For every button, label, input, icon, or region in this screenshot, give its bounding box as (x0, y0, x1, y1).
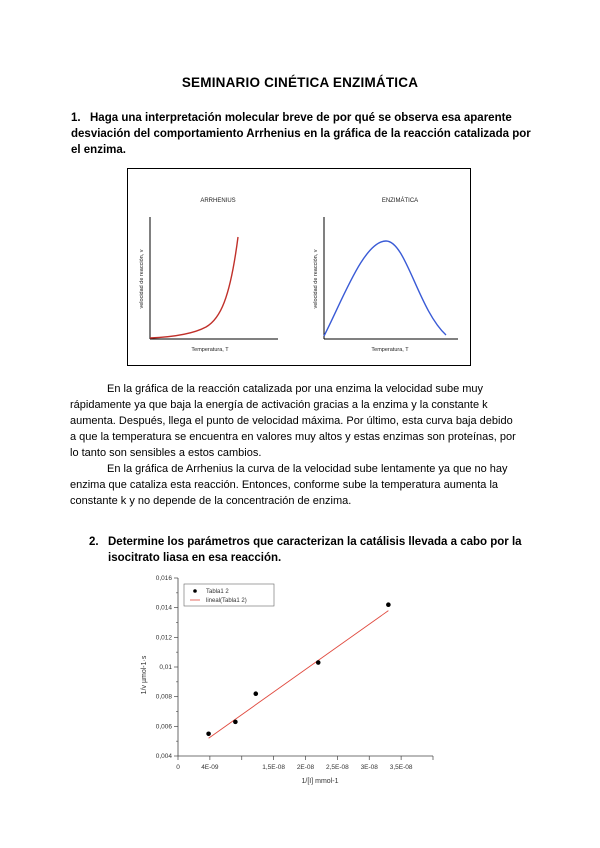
y-tick-label: 0,006 (155, 723, 172, 731)
x-tick-label: 1,5E-08 (262, 764, 286, 771)
lineweaver-burk-chart (128, 570, 468, 795)
question-2-number: 2. (89, 536, 99, 548)
enzymatic-ylabel: velocidad de reacción, v (313, 249, 319, 309)
chart-legend (184, 584, 274, 606)
question-2 (89, 534, 538, 566)
answer-line: lo tanto son sensibles a estos cambios. (70, 447, 262, 459)
enzymatic-title: ENZIMÁTICA (381, 198, 419, 204)
arrhenius-ylabel: velocidad de reacción, v (139, 249, 145, 309)
question-1-cont (71, 126, 541, 158)
question-2-line: Determine los parámetros que caracterizan la catálisis llevada a cabo por la (108, 536, 522, 548)
chart-marks (206, 602, 390, 738)
answer-line: constante k y no depende de la concentración de enzima. (70, 495, 352, 507)
x-tick-label: 3,5E-08 (389, 764, 413, 771)
x-tick-label: 0 (176, 764, 180, 771)
legend-point-marker (193, 589, 197, 593)
figure-arrhenius-vs-enzymatic (127, 168, 471, 366)
question-1-line: desviación del comportamiento Arrhenius en la gráfica de la reacción catalizada por (71, 128, 531, 140)
answer-line: a que la temperatura se encuentra en valores muy altos y estas enzimas son proteínas, por (70, 431, 516, 443)
legend-label: lineal(Tabla1 2) (206, 598, 247, 604)
chart-ylabel: 1/v µmol-1·s (141, 655, 148, 695)
x-tick-label: 2E-08 (296, 764, 315, 771)
enzymatic-plot (313, 197, 458, 353)
answer-line: En la gráfica de Arrhenius la curva de la velocidad sube lentamente ya que no hay (107, 463, 508, 475)
arrhenius-title: ARRHENIUS (200, 198, 236, 204)
legend-label: Tabla1 2 (206, 589, 229, 595)
arrhenius-plot (139, 198, 278, 353)
arrhenius-curve (150, 237, 238, 338)
y-tick-label: 0,01 (159, 664, 172, 671)
y-tick-label: 0,012 (155, 634, 172, 642)
question-1-line: el enzima. (71, 144, 126, 156)
answer-line: enzima que cataliza esta reacción. Entonces, conforme sube la temperatura aumenta la (70, 479, 499, 491)
chart-xlabel: 1/[I] mmol-1 (301, 778, 339, 785)
enzymatic-xlabel: Temperatura, T (371, 347, 409, 353)
answer-1 (70, 381, 525, 509)
data-point (386, 602, 391, 607)
data-point (233, 720, 238, 725)
answer-line: rápidamente ya que baja la energía de activación gracias a la enzima y la constante k (70, 399, 488, 411)
arrhenius-xlabel: Temperatura, T (191, 347, 229, 353)
question-1 (71, 110, 530, 126)
y-tick-label: 0,014 (155, 604, 172, 612)
y-tick-label: 0,008 (155, 693, 172, 701)
question-1-number: 1. (71, 112, 81, 124)
answer-line: aumenta. Después, llega el punto de velocidad máxima. Por último, esta curva baja debido (70, 415, 513, 427)
x-tick-label: 4E-09 (201, 764, 219, 771)
question-2-line: isocitrato liasa en esa reacción. (108, 552, 282, 564)
y-tick-label: 0,004 (155, 753, 172, 760)
x-tick-label: 3E-08 (360, 764, 378, 771)
x-tick-label: 2,5E-08 (325, 764, 349, 771)
question-1-line: Haga una interpretación molecular breve de por qué se observa esa aparente (90, 112, 512, 124)
enzymatic-curve (324, 241, 446, 336)
data-point (253, 691, 258, 696)
data-point (206, 731, 211, 736)
y-tick-label: 0,016 (155, 575, 172, 582)
fit-line (209, 611, 389, 739)
answer-line: En la gráfica de la reacción catalizada por una enzima la velocidad sube muy (107, 383, 484, 395)
page-title: SEMINARIO CINÉTICA ENZIMÁTICA (181, 75, 419, 90)
data-point (316, 660, 321, 665)
figure-1-svg (128, 169, 470, 365)
